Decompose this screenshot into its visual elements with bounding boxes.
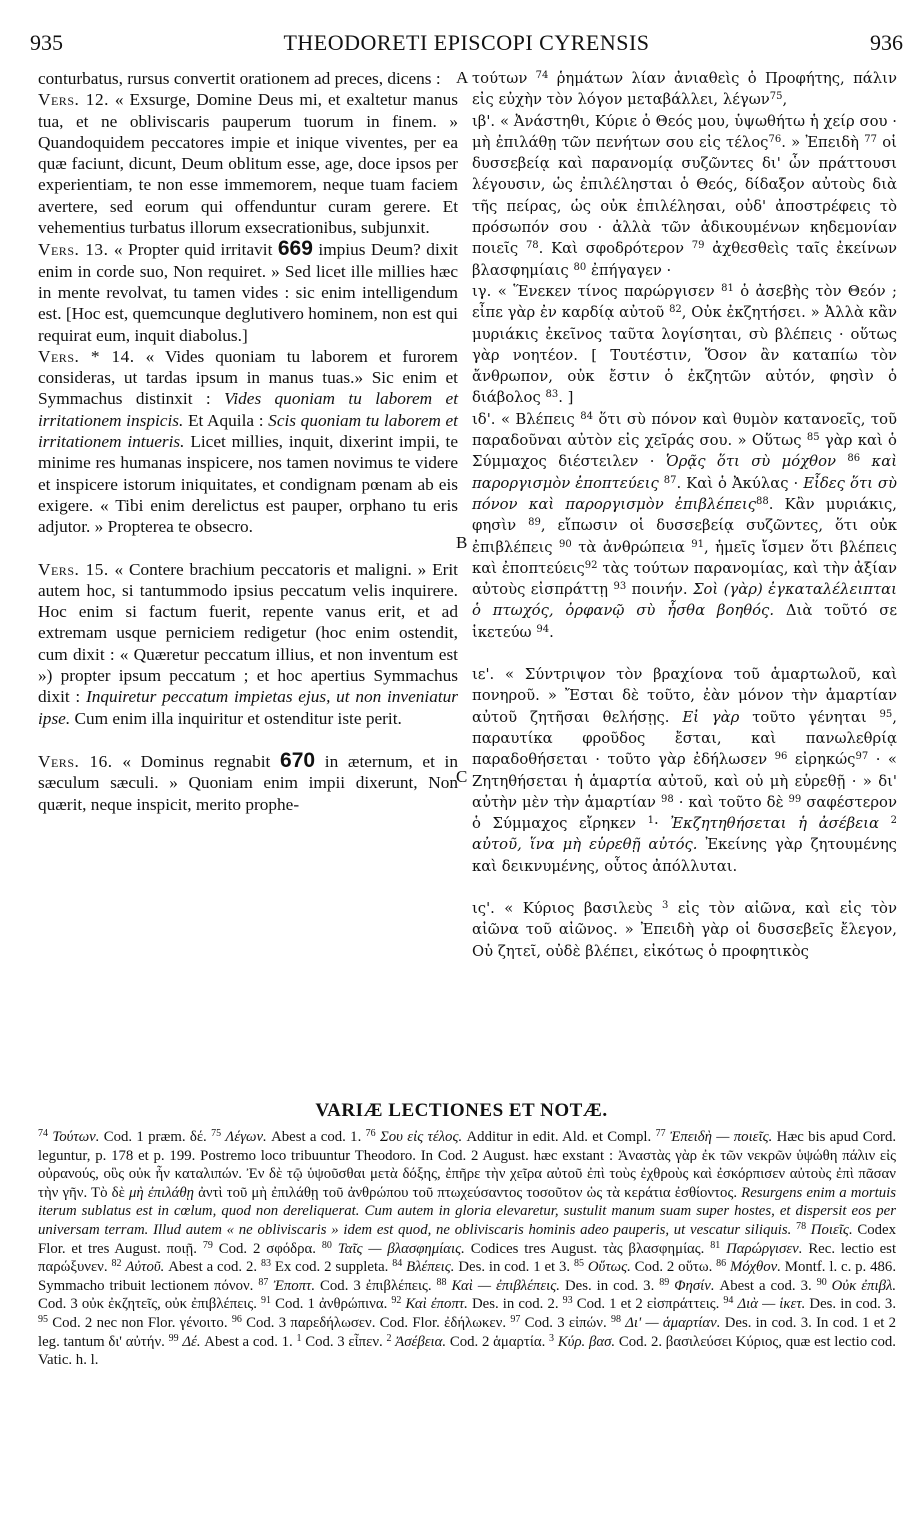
latin-verse-12: Vers. 12. « Exsurge, Domine Deus mi, et exaltetur manus tua, et ne obliviscaris pauperum tuorum in finem. » Quandoquidem peccatores impie et inique viventes, per ea quæ faciunt, dicunt, Deum oblitum esse, age, doce ipsos per experientiam, te non esse immemorem, neque tuam faciem avertere, sed eorum qui offenduntur curam gerere. Et vehementius turbatus illorum exsecrationibus, subjunxit.	[38, 90, 458, 238]
margin-letter-c: C	[456, 767, 468, 786]
verse-label: Vers. 16.	[38, 751, 113, 771]
verse-label: ιβ'.	[472, 112, 496, 130]
page-number-right: 936	[870, 30, 903, 55]
notes-title: VARIÆ LECTIONES ET NOTÆ.	[315, 1100, 608, 1121]
greek-verse-14: ιδ'. « Βλέπεις $^{84}$ ὅτι σὺ πόνον καὶ θυμὸν κατανοεῖς, τοῦ παραδοῦναι αὐτὸν εἰς χεῖράς σου. » Οὕτως $^{85}$ γὰρ καὶ ὁ Σύμμαχος διέστειλεν · Ὁρᾷς ὅτι σὺ μόχθον $^{86}$ καὶ παροργισμὸν ἐποπτεύεις $^{87}$. Καὶ ὁ Ἀκύλας · Εἶδες ὅτι σὺ πόνον καὶ παροργισμὸν ἐπιβλέπεις$^{88}$. Κἂν μυριάκις, φησὶν $^{89}$, εἴπωσιν οἱ δυσσεβείᾳ συζῶντες, ὅτι οὐκ ἐπιβλέπεις $^{90}$ τὰ ἀνθρώπεια $^{91}$, ἡμεῖς ἴσμεν ὅτι βλέπεις καὶ ἐποπτεύεις$^{92}$ τὰς τούτων παρανομίας, καὶ τὴν ἀξίαν αὐτοὺς εἰσπράττῃ $^{93}$ ποινήν. Σοὶ (γὰρ) ἐγκαταλέλειπται ὁ πτωχός, ὀρφανῷ σὺ ἦσθα βοηθός. Διὰ τοῦτό σε ἱκετεύω $^{94}$.	[472, 410, 897, 641]
running-title: THEODORETI EPISCOPI CYRENSIS	[283, 30, 650, 55]
margin-letter-b: B	[456, 533, 468, 552]
verse-label: ις'.	[472, 899, 495, 917]
column-number: 670	[280, 748, 316, 772]
latin-verse-16: Vers. 16. « Dominus regnabit 670 in æternum, et in sæculum sæculi. » Quoniam enim impii dixerunt, Non quærit, neque inspicit, merito prophe-	[38, 748, 459, 814]
latin-verse-15: Vers. 15. « Contere brachium peccatoris et maligni. » Erit autem hoc, si tantummodo ipsius peccatum velis inquirere. Hoc enim si factum fuerit, repente vanus erit, et ad extremam usque perniciem redigetur (hoc enim ostendit, cum dixit : « Quæretur peccatum illius, et non inventum est ») propter ipsum peccatum ; et hoc apertius Symmachus dixit : Inquiretur peccatum impietas ejus, ut non inveniatur ipse. Cum enim illa inquiritur et ostenditur iste perit.	[38, 559, 459, 728]
verse-label: Vers. * 14.	[38, 346, 135, 366]
greek-verse-13: ιγ. « Ἕνεκεν τίνος παρώργισεν $^{81}$ ὁ ἀσεβὴς τὸν Θεόν ; εἶπε γὰρ ἐν καρδίᾳ αὐτοῦ $^{82}$, Οὐκ ἐκζητήσει. » Ἀλλὰ κἂν μυριάκις ἐκεῖνος ταῦτα λογίσηται, σὺ βλέπεις · οὕτως γὰρ νοητέον. [ Τουτέστιν, Ὅσον ἂν καταπίω τὸν ἄνθρωπον, οὐκ ἔστιν ὁ ἐκζητῶν αὐτόν, φησὶν ὁ διάβολος $^{83}$. ]	[472, 282, 897, 407]
verse-label: Vers. 15.	[38, 559, 109, 579]
latin-paragraph: conturbatus, rursus convertit orationem ad preces, dicens :	[38, 69, 441, 88]
page-number-left: 935	[30, 30, 63, 55]
verse-label: ιδ'.	[472, 410, 496, 428]
verse-label: Vers. 12.	[38, 90, 109, 110]
column-number: 669	[277, 237, 313, 261]
latin-column	[38, 68, 458, 815]
latin-verse-14: Vers. * 14. « Vides quoniam tu laborem et furorem consideras, ut tardas ipsum in manus tuas.» Sic enim et Symmachus distinxit : Vides quoniam tu laborem et irritationem inspicis. Et Aquila : Scis quoniam tu laborem et irritationem intueris. Licet millies, inquit, dixerint impii, te minime res humanas inspicere, nos tamen novimus te videre et inspicere istorum iniquitates, et condignam pœnam ab eis exigere. « Tibi enim derelictus est pauper, orphano tu eris adjutor. » Propterea te obsecro.	[38, 346, 459, 537]
running-header	[30, 30, 903, 62]
margin-letter-a: A	[456, 68, 469, 87]
greek-verse-12: ιβ'. « Ἀνάστηθι, Κύριε ὁ Θεός μου, ὑψωθήτω ἡ χείρ σου · μὴ ἐπιλάθῃ τῶν πενήτων σου εἰς τέλος$^{76}$. » Ἐπειδὴ $^{77}$ οἱ δυσσεβείᾳ καὶ παρανομίᾳ συζῶντες δι' ὧν πράττουσι λέγουσιν, ὡς ἐπιλέλησται ὁ Θεός, δίδαξον αὐτοὺς διὰ τῆς πείρας, ὡς οὐκ ἐπιλέλησαι, οὐδ' ἀποστρέφεις τὸ πρόσωπόν σου · ἀλλὰ τῶν ἀδικουμένων κηδεμονίαν ποιεῖς $^{78}$. Καὶ σφοδρότερον $^{79}$ ἀχθεσθεὶς ταῖς ἐκείνων βλασφημίαις $^{80}$ ἐπήγαγεν ·	[472, 112, 897, 279]
verse-label: Vers. 13.	[38, 240, 109, 260]
greek-verse-15: ιε'. « Σύντριψον τὸν βραχίονα τοῦ ἁμαρτωλοῦ, καὶ πονηροῦ. » Ἔσται δὲ τοῦτο, ἐὰν μόνον τὴν ἁμαρτίαν αὐτοῦ ζητῆσαι θελήσῃς. Εἰ γὰρ τοῦτο γένηται $^{95}$, παραυτίκα φροῦδος ἔσται, καὶ πανωλεθρίᾳ παραδοθήσεται · τοῦτο γὰρ ἐδήλωσεν $^{96}$ εἰρηκώς$^{97}$ · « Ζητηθήσεται ἡ ἁμαρτία αὐτοῦ, καὶ οὐ μὴ εὑρεθῇ · » δι' αὐτὴν μὲν τὴν ἁμαρτίαν $^{98}$ · καὶ τοῦτο δὲ $^{99}$ σαφέστερον ὁ Σύμμαχος εἴρηκεν $^1$· Ἐκζητηθήσεται ἡ ἀσέβεια $^2$ αὐτοῦ, ἵνα μὴ εὑρεθῇ αὐτός. Ἐκείνης γὰρ ζητουμένης καὶ δεικνυμένης, οὗτος ἀπόλλυται.	[472, 666, 897, 875]
verse-label: ιγ.	[472, 282, 492, 300]
greek-verse-16: ις'. « Κύριος βασιλεὺς $^3$ εἰς τὸν αἰῶνα, καὶ εἰς τὸν αἰῶνα τοῦ αἰῶνος. » Ἐπειδὴ γὰρ οἱ δυσσεβεῖς ἔλεγον, Οὐ ζητεῖ, οὐδὲ βλέπει, εἰκότως ὁ προφητικὸς	[472, 899, 897, 960]
variant-readings-notes: $^{74}$ Τούτων. Cod. 1 præm. δέ. $^{75}$ Λέγων. Abest a cod. 1. $^{76}$ Σου εἰς τέλος. Additur in edit. Ald. et Compl. $^{77}$ Ἐπειδὴ — ποιεῖς. Hæc bis apud Cord. leguntur, p. 178 et p. 199. Postremo loco tribuuntur Theodoro. In Cod. 2 August. hæc exstant : Ἀναστὰς γὰρ ἐκ τῶν νεκρῶν ὑψώθη πάλιν εἰς οὐρανούς, οὓς οὐκ ἦν καταλιπών. Ἐν δὲ τῷ ὑψοῦσθαι μετὰ δόξης, ἐπῆρε τὴν χεῖρα αὐτοῦ ἐπὶ τοὺς ἐχθροὺς καὶ ἐσκόρπισεν αὐτοὺς ἐπὶ πᾶσαν τὴν γῆν. Τὸ δὲ μὴ ἐπιλάθῃ ἀντὶ τοῦ μὴ ἐπιλάθῃ τοῦ ἀνθρώπου τοῦ πτωχεύσαντος τοσοῦτον ὡς τὰ κεράτια ἐσθίοντος. Resurgens enim a mortuis iterum sublatus est in cœlum, quod non dereliquerat. Cum autem in gloria elevaretur, sustulit manum suam super hostes, et dispersit eos per universam terram. Illud autem « ne obliviscaris » idem est quod, ne obliviscaris hominis adeo pauperis, ut vescatur siliquis. $^{78}$ Ποιεῖς. Codex Flor. et tres August. ποιῇ. $^{79}$ Cod. 2 σφόδρα. $^{80}$ Ταῖς — βλασφημίαις. Codices tres August. τὰς βλασφημίας. $^{81}$ Παρώργισεν. Rec. lectio est παρώξυνεν. $^{82}$ Αὐτοῦ. Abest a cod. 2. $^{83}$ Ex cod. 2 suppleta. $^{84}$ Βλέπεις. Des. in cod. 1 et 3. $^{85}$ Οὕτως. Cod. 2 οὕτω. $^{86}$ Μόχθον. Montf. l. c. p. 486. Symmacho tribuit lectionem πόνον. $^{87}$ Ἐποπτ. Cod. 3 ἐπιβλέπεις. $^{88}$ Καὶ — ἐπιβλέπεις. Des. in cod. 3. $^{89}$ Φησίν. Abest a cod. 3. $^{90}$ Οὐκ ἐπιβλ. Cod. 3 οὐκ ἐκζητεῖς, οὐκ ἐπιβλέπεις. $^{91}$ Cod. 1 ἀνθρώπινα. $^{92}$ Καὶ ἐποπτ. Des. in cod. 2. $^{93}$ Cod. 1 et 2 εἰσπράττεις. $^{94}$ Διὰ — ἱκετ. Des. in cod. 3. $^{95}$ Cod. 2 nec non Flor. γένοιτο. $^{96}$ Cod. 3 παρεδήλωσεν. Cod. Flor. ἐδήλωκεν. $^{97}$ Cod. 3 εἰπών. $^{98}$ Δι' — ἁμαρτίαν. Des. in cod. 3. In cod. 1 et 2 leg. tantum δι' αὐτήν. $^{99}$ Δέ. Abest a cod. 1. $^1$ Cod. 3 εἶπεν. $^2$ Ἀσέβεια. Cod. 2 ἁμαρτία. $^3$ Κύρ. βασ. Cod. 2. βασιλεύσει Κύριος, quæ est lectio cod. Vatic. h. l.	[38, 1128, 897, 1369]
verse-label: ιε'.	[472, 666, 495, 684]
latin-verse-13: Vers. 13. « Propter quid irritavit 669 impius Deum? dixit enim in corde suo, Non requiret. » Sed licet ille millies hæc in mente revolvat, tu tamen vides : sic enim intelligendum est. [Hoc est, quemcunque deglutivero hominem, non est qui requirat eum, inquit diabolus.]	[38, 237, 458, 345]
greek-column	[472, 68, 897, 962]
greek-paragraph: τούτων $^{74}$ ῥημάτων λίαν ἀνιαθεὶς ὁ Προφήτης, πάλιν εἰς εὐχὴν τὸν λόγον μεταβάλλει, λέγων$^{75}$,	[472, 70, 897, 109]
